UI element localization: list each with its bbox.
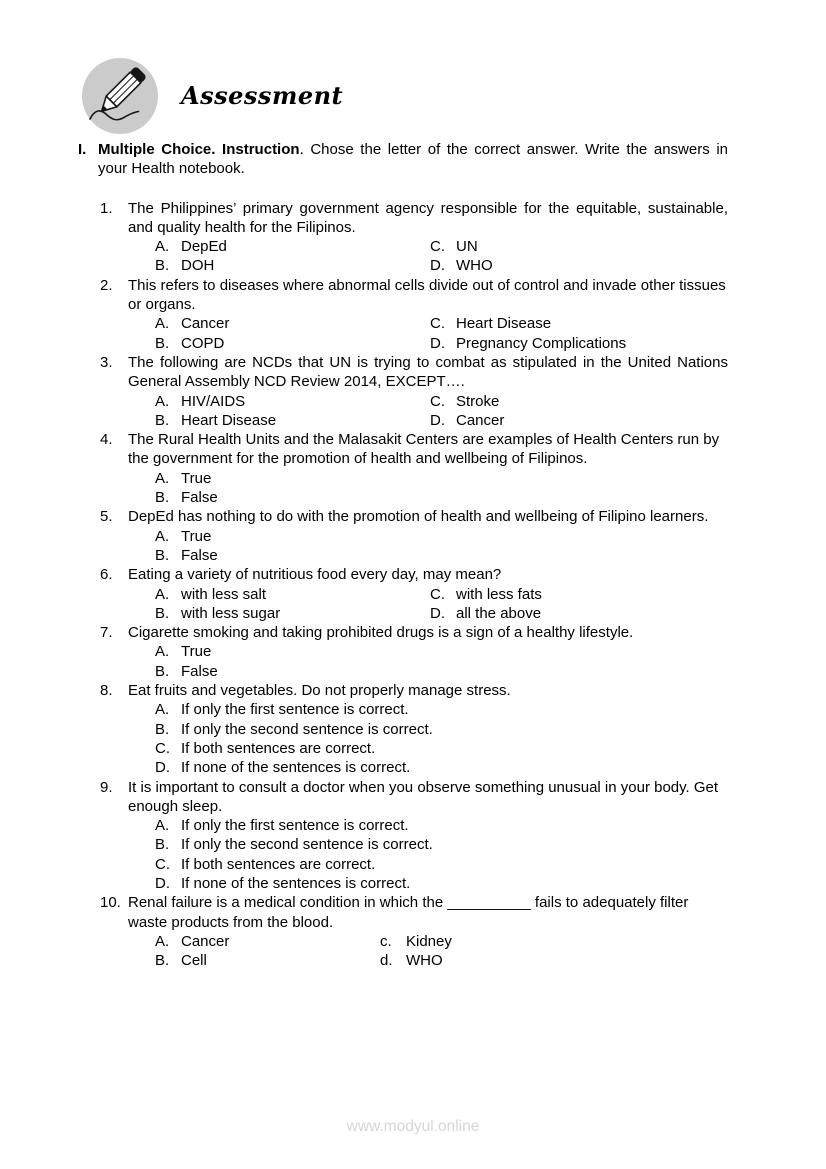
- option: D. Cancer: [430, 411, 505, 429]
- options: [155, 527, 728, 566]
- question-2: [78, 276, 728, 353]
- option: D. all the above: [430, 604, 542, 622]
- option: A. True: [155, 643, 212, 661]
- options: [155, 700, 728, 777]
- option: D. If none of the sentences is correct.: [155, 874, 411, 892]
- question-7: [78, 623, 728, 681]
- instruction-text: . Chose the letter of the correct answer. Write the answers in your Health notebook.: [98, 141, 729, 178]
- option: B. Cell: [155, 952, 207, 970]
- question-text: Renal failure is a medical condition in which the __________ fails to adequately filter waste products from the blood.: [128, 894, 689, 931]
- assessment-header: [81, 57, 343, 135]
- option: D. If none of the sentences is correct.: [155, 759, 411, 777]
- question-5: [78, 507, 728, 565]
- option: B. False: [155, 546, 218, 564]
- options: [155, 642, 728, 681]
- options: [155, 469, 728, 508]
- option: c. Kidney: [380, 932, 452, 950]
- option: C. Heart Disease: [430, 315, 552, 333]
- question-number: 5.: [100, 508, 113, 526]
- question-number: 2.: [100, 276, 113, 294]
- option: d. WHO: [380, 952, 443, 970]
- option: B. False: [155, 489, 218, 507]
- option: B. False: [155, 662, 218, 680]
- options: [155, 392, 728, 431]
- option: B. with less sugar: [155, 604, 281, 622]
- question-list: [78, 199, 728, 971]
- section-numeral: I.: [78, 141, 87, 158]
- question-text: Cigarette smoking and taking prohibited drugs is a sign of a healthy lifestyle.: [128, 624, 634, 642]
- option: A. Cancer: [155, 315, 230, 333]
- option: A. True: [155, 469, 212, 487]
- instruction-heading: Multiple Choice. Instruction: [98, 141, 300, 158]
- option: A. HIV/AIDS: [155, 392, 246, 410]
- option: B. DOH: [155, 257, 215, 275]
- option: D. Pregnancy Complications: [430, 334, 627, 352]
- question-text: The Philippines’ primary government agency responsible for the equitable, sustainable, and quality health for the Filipinos.: [128, 199, 728, 236]
- pencil-icon: [81, 57, 159, 135]
- option: B. Heart Disease: [155, 411, 277, 429]
- question-text: The Rural Health Units and the Malasakit Centers are examples of Health Centers run by the government for the promotion of health and wellbeing of Filipinos.: [128, 431, 720, 468]
- question-number: 6.: [100, 566, 113, 584]
- options: [155, 237, 728, 276]
- question-text: It is important to consult a doctor when you observe something unusual in your body. Get enough sleep.: [128, 778, 719, 815]
- question-number: 7.: [100, 624, 113, 642]
- option: A. DepEd: [155, 238, 227, 256]
- option: A. If only the first sentence is correct.: [155, 701, 409, 719]
- question-text: Eat fruits and vegetables. Do not properly manage stress.: [128, 682, 511, 700]
- question-9: [78, 778, 728, 894]
- option: A. True: [155, 527, 212, 545]
- option: C. If both sentences are correct.: [155, 855, 376, 873]
- question-number: 3.: [100, 353, 113, 371]
- question-8: [78, 681, 728, 777]
- watermark: www.modyul.online: [346, 1118, 480, 1135]
- question-number: 1.: [100, 199, 113, 217]
- option: C. UN: [430, 238, 478, 256]
- question-text: The following are NCDs that UN is trying to combat as stipulated in the United Nations General Assembly NCD Review 2014, EXCEPT….: [128, 353, 728, 391]
- option: C. If both sentences are correct.: [155, 739, 376, 757]
- question-text: Eating a variety of nutritious food every day, may mean?: [128, 566, 502, 584]
- question-number: 9.: [100, 778, 113, 796]
- options: [155, 314, 728, 353]
- question-text: DepEd has nothing to do with the promotion of health and wellbeing of Filipino learners.: [128, 508, 709, 526]
- question-number: 8.: [100, 682, 113, 700]
- option: C. Stroke: [430, 392, 500, 410]
- question-1: [78, 199, 728, 276]
- option: C. with less fats: [430, 585, 542, 603]
- question-number: 10.: [100, 894, 121, 912]
- question-10: [78, 893, 728, 970]
- option: B. If only the second sentence is correct.: [155, 720, 433, 738]
- question-6: [78, 565, 728, 623]
- option: B. COPD: [155, 334, 225, 352]
- option: B. If only the second sentence is correct.: [155, 836, 433, 854]
- question-number: 4.: [100, 431, 113, 449]
- option: A. If only the first sentence is correct.: [155, 817, 409, 835]
- options: [155, 585, 728, 624]
- page-title: Assessment: [181, 81, 344, 111]
- instruction-paragraph: [78, 140, 728, 179]
- assessment-body: [78, 140, 728, 970]
- options: [155, 932, 728, 971]
- question-4: [78, 430, 728, 507]
- question-3: [78, 353, 728, 430]
- option: D. WHO: [430, 257, 493, 275]
- option: A. with less salt: [155, 585, 267, 603]
- option: A. Cancer: [155, 932, 230, 950]
- options: [155, 816, 728, 893]
- question-text: This refers to diseases where abnormal cells divide out of control and invade other tissues or organs.: [128, 276, 726, 314]
